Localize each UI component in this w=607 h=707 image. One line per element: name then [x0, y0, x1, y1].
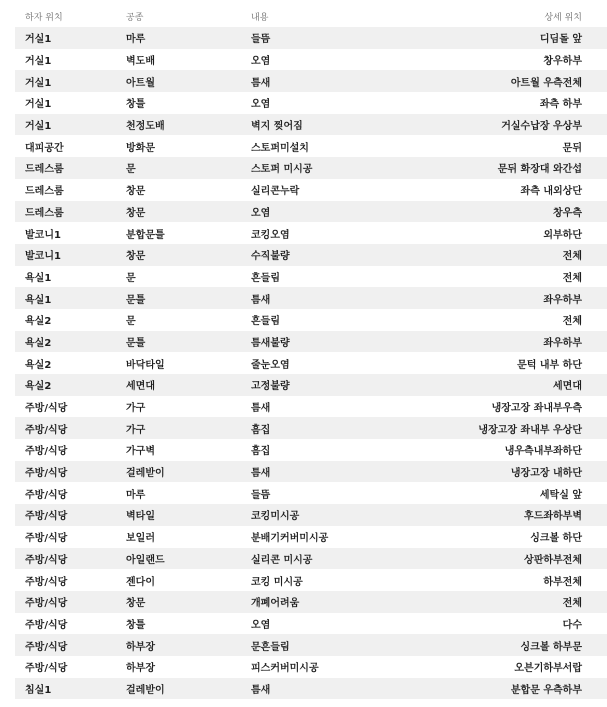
- cell-location: 주방/식당: [15, 417, 116, 439]
- cell-location: 거실1: [15, 27, 116, 49]
- cell-location: 욕실2: [15, 309, 116, 331]
- cell-detail-location: 문뒤: [451, 135, 607, 157]
- cell-detail-location: 후드좌하부벽: [451, 504, 607, 526]
- table-row[interactable]: [15, 244, 607, 266]
- cell-detail-location: 창우하부: [451, 49, 607, 71]
- cell-detail-location: 디딤돌 앞: [451, 27, 607, 49]
- cell-detail-location: 냉우측내부좌하단: [451, 439, 607, 461]
- cell-location: 주방/식당: [15, 613, 116, 635]
- cell-content: 흔들림: [241, 266, 451, 288]
- cell-location: 발코니1: [15, 244, 116, 266]
- cell-detail-location: 세면대: [451, 374, 607, 396]
- cell-trade: 창틀: [116, 613, 241, 635]
- cell-trade: 벽타일: [116, 504, 241, 526]
- table-row[interactable]: [15, 569, 607, 591]
- cell-detail-location: 세탁실 앞: [451, 482, 607, 504]
- cell-trade: 가구벽: [116, 439, 241, 461]
- cell-detail-location: 하부전체: [451, 569, 607, 591]
- cell-location: 주방/식당: [15, 591, 116, 613]
- table-row[interactable]: [15, 656, 607, 678]
- cell-detail-location: 좌우하부: [451, 331, 607, 353]
- header-detail-location: 상세 위치: [544, 13, 582, 23]
- table-row[interactable]: [15, 461, 607, 483]
- cell-location: 대피공간: [15, 135, 116, 157]
- table-row[interactable]: [15, 526, 607, 548]
- cell-trade: 아트월: [116, 70, 241, 92]
- cell-trade: 마루: [116, 27, 241, 49]
- cell-detail-location: 냉장고장 내하단: [451, 461, 607, 483]
- table-row[interactable]: [15, 222, 607, 244]
- table-row[interactable]: [15, 374, 607, 396]
- table-header-row: [15, 6, 607, 27]
- cell-content: 흠집: [241, 439, 451, 461]
- cell-location: 침실1: [15, 678, 116, 700]
- cell-location: 욕실1: [15, 266, 116, 288]
- table-row[interactable]: [15, 309, 607, 331]
- cell-location: 발코니1: [15, 222, 116, 244]
- cell-location: 주방/식당: [15, 656, 116, 678]
- cell-content: 오염: [241, 613, 451, 635]
- cell-content: 실리콘 미시공: [241, 548, 451, 570]
- cell-trade: 젠다이: [116, 569, 241, 591]
- cell-location: 욕실2: [15, 331, 116, 353]
- cell-trade: 가구: [116, 417, 241, 439]
- cell-location: 드레스룸: [15, 201, 116, 223]
- cell-location: 거실1: [15, 49, 116, 71]
- cell-content: 고정불량: [241, 374, 451, 396]
- cell-trade: 하부장: [116, 656, 241, 678]
- table-row[interactable]: [15, 396, 607, 418]
- cell-trade: 마루: [116, 482, 241, 504]
- cell-detail-location: 좌측 내외상단: [451, 179, 607, 201]
- cell-trade: 창문: [116, 591, 241, 613]
- table-row[interactable]: [15, 92, 607, 114]
- cell-trade: 분합문틀: [116, 222, 241, 244]
- header-content: 내용: [251, 13, 269, 23]
- cell-location: 욕실2: [15, 374, 116, 396]
- cell-detail-location: 냉장고장 좌내부우측: [451, 396, 607, 418]
- table-row[interactable]: [15, 157, 607, 179]
- cell-trade: 걸레받이: [116, 461, 241, 483]
- table-row[interactable]: [15, 504, 607, 526]
- cell-detail-location: 문턱 내부 하단: [451, 352, 607, 374]
- cell-trade: 세면대: [116, 374, 241, 396]
- cell-trade: 문틀: [116, 287, 241, 309]
- cell-content: 틈새: [241, 461, 451, 483]
- cell-location: 욕실1: [15, 287, 116, 309]
- cell-trade: 문: [116, 266, 241, 288]
- cell-content: 분배기커버미시공: [241, 526, 451, 548]
- cell-detail-location: 상판하부전체: [451, 548, 607, 570]
- cell-detail-location: 문뒤 화장대 와간섭: [451, 157, 607, 179]
- cell-content: 벽지 찢어짐: [241, 114, 451, 136]
- cell-content: 틈새: [241, 396, 451, 418]
- cell-content: 개폐어려움: [241, 591, 451, 613]
- cell-detail-location: 창우측: [451, 201, 607, 223]
- cell-detail-location: 전체: [451, 244, 607, 266]
- cell-detail-location: 싱크볼 하부문: [451, 634, 607, 656]
- cell-detail-location: 거실수납장 우상부: [451, 114, 607, 136]
- cell-location: 거실1: [15, 92, 116, 114]
- cell-trade: 아일랜드: [116, 548, 241, 570]
- table-row[interactable]: [15, 135, 607, 157]
- cell-content: 틈새: [241, 70, 451, 92]
- cell-location: 주방/식당: [15, 634, 116, 656]
- cell-content: 들뜸: [241, 27, 451, 49]
- cell-detail-location: 전체: [451, 266, 607, 288]
- cell-location: 거실1: [15, 70, 116, 92]
- table-row[interactable]: [15, 352, 607, 374]
- table-row[interactable]: [15, 201, 607, 223]
- cell-content: 흔들림: [241, 309, 451, 331]
- cell-trade: 문틀: [116, 331, 241, 353]
- cell-content: 코킹오염: [241, 222, 451, 244]
- table-row[interactable]: [15, 439, 607, 461]
- cell-trade: 하부장: [116, 634, 241, 656]
- cell-location: 주방/식당: [15, 548, 116, 570]
- cell-content: 코킹 미시공: [241, 569, 451, 591]
- table-row[interactable]: [15, 331, 607, 353]
- cell-content: 피스커버미시공: [241, 656, 451, 678]
- cell-trade: 문: [116, 157, 241, 179]
- cell-location: 욕실2: [15, 352, 116, 374]
- cell-content: 코킹미시공: [241, 504, 451, 526]
- cell-trade: 보일러: [116, 526, 241, 548]
- cell-content: 오염: [241, 201, 451, 223]
- cell-trade: 창문: [116, 244, 241, 266]
- cell-location: 드레스룸: [15, 157, 116, 179]
- cell-content: 문흔들림: [241, 634, 451, 656]
- cell-detail-location: 오븐기하부서랍: [451, 656, 607, 678]
- cell-content: 틈새불량: [241, 331, 451, 353]
- cell-detail-location: 좌측 하부: [451, 92, 607, 114]
- defect-table: [15, 6, 607, 699]
- table-row[interactable]: [15, 70, 607, 92]
- cell-trade: 방화문: [116, 135, 241, 157]
- cell-location: 거실1: [15, 114, 116, 136]
- cell-detail-location: 외부하단: [451, 222, 607, 244]
- table-row[interactable]: [15, 27, 607, 49]
- table-row[interactable]: [15, 548, 607, 570]
- table-row[interactable]: [15, 591, 607, 613]
- cell-trade: 문: [116, 309, 241, 331]
- cell-trade: 창문: [116, 201, 241, 223]
- table-row[interactable]: [15, 678, 607, 700]
- cell-trade: 벽도배: [116, 49, 241, 71]
- header-trade: 공종: [126, 13, 144, 23]
- cell-detail-location: 분합문 우측하부: [451, 678, 607, 700]
- table-row[interactable]: [15, 482, 607, 504]
- cell-location: 주방/식당: [15, 439, 116, 461]
- cell-content: 들뜸: [241, 482, 451, 504]
- cell-detail-location: 좌우하부: [451, 287, 607, 309]
- table-row[interactable]: [15, 266, 607, 288]
- cell-trade: 창문: [116, 179, 241, 201]
- cell-content: 스토퍼 미시공: [241, 157, 451, 179]
- table-row[interactable]: [15, 179, 607, 201]
- cell-trade: 바닥타일: [116, 352, 241, 374]
- cell-content: 수직불량: [241, 244, 451, 266]
- cell-detail-location: 냉장고장 좌내부 우상단: [451, 417, 607, 439]
- cell-trade: 가구: [116, 396, 241, 418]
- header-location: 하자 위치: [25, 13, 63, 23]
- cell-location: 드레스룸: [15, 179, 116, 201]
- cell-content: 줄눈오염: [241, 352, 451, 374]
- cell-location: 주방/식당: [15, 461, 116, 483]
- cell-content: 오염: [241, 49, 451, 71]
- cell-detail-location: 전체: [451, 309, 607, 331]
- cell-content: 틈새: [241, 287, 451, 309]
- table-body: [15, 27, 607, 699]
- cell-detail-location: 전체: [451, 591, 607, 613]
- table-row[interactable]: [15, 49, 607, 71]
- cell-trade: 천정도배: [116, 114, 241, 136]
- cell-content: 스토퍼미설치: [241, 135, 451, 157]
- cell-location: 주방/식당: [15, 526, 116, 548]
- cell-location: 주방/식당: [15, 504, 116, 526]
- cell-location: 주방/식당: [15, 482, 116, 504]
- cell-trade: 창틀: [116, 92, 241, 114]
- cell-detail-location: 싱크볼 하단: [451, 526, 607, 548]
- table-row[interactable]: [15, 287, 607, 309]
- cell-trade: 걸레받이: [116, 678, 241, 700]
- cell-content: 오염: [241, 92, 451, 114]
- table-row[interactable]: [15, 613, 607, 635]
- cell-detail-location: 다수: [451, 613, 607, 635]
- cell-content: 실리콘누락: [241, 179, 451, 201]
- table-row[interactable]: [15, 417, 607, 439]
- cell-location: 주방/식당: [15, 396, 116, 418]
- cell-content: 흠집: [241, 417, 451, 439]
- cell-location: 주방/식당: [15, 569, 116, 591]
- table-row[interactable]: [15, 114, 607, 136]
- cell-detail-location: 아트월 우측전체: [451, 70, 607, 92]
- table-row[interactable]: [15, 634, 607, 656]
- cell-content: 틈새: [241, 678, 451, 700]
